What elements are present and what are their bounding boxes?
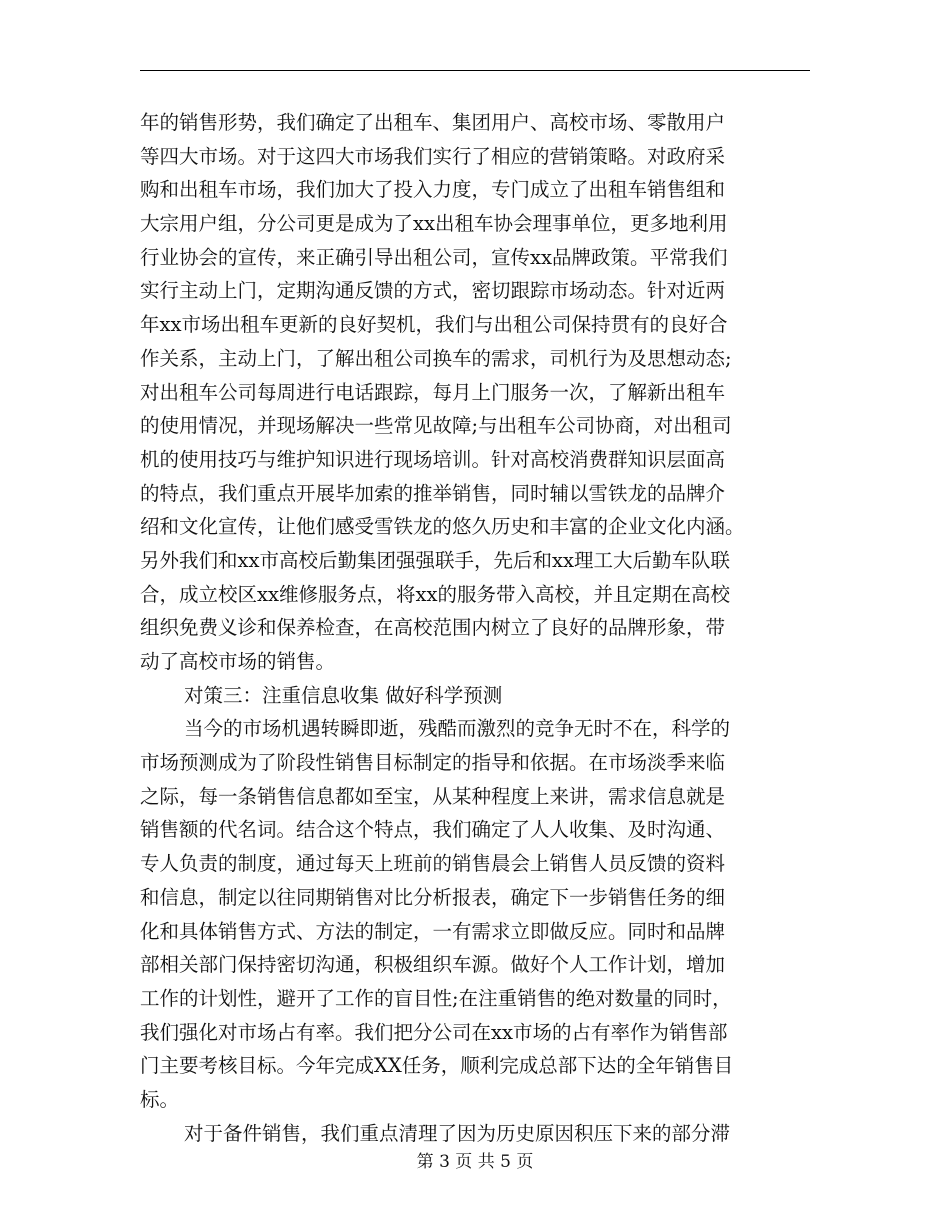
text-line: 组织免费义诊和保养检查，在高校范围内树立了良好的品牌形象，带 (140, 616, 726, 640)
text-line: 我们强化对市场占有率。我们把分公司在xx市场的占有率作为销售部 (140, 1020, 728, 1044)
text-line: 绍和文化宣传，让他们感受雪铁龙的悠久历史和丰富的企业文化内涵。 (140, 515, 745, 539)
text-line: 的特点，我们重点开展毕加索的推举销售，同时辅以雪铁龙的品牌介 (140, 481, 726, 505)
text-line: 和信息，制定以往同期销售对比分析报表，确定下一步销售任务的细 (140, 885, 726, 909)
document-body (140, 106, 820, 1150)
text-line: 对出租车公司每周进行电话跟踪，每月上门服务一次，了解新出租车 (140, 380, 726, 404)
text-line: 合，成立校区xx维修服务点，将xx的服务带入高校，并且定期在高校 (140, 582, 730, 606)
text-line: 另外我们和xx市高校后勤集团强强联手，先后和xx理工大后勤车队联 (140, 548, 730, 572)
text-line: 动了高校市场的销售。 (140, 650, 336, 673)
text-line: 标。 (140, 1087, 180, 1111)
page-number-footer: 第 3 页 共 5 页 (416, 1152, 534, 1172)
text-line: 年的销售形势，我们确定了出租车、集团用户、高校市场、零散用户 (140, 111, 726, 134)
header-rule (140, 70, 810, 71)
text-line: 专人负责的制度，通过每天上班前的销售晨会上销售人员反馈的资料 (140, 852, 726, 876)
text-line: 作关系，主动上门，了解出租公司换车的需求，司机行为及思想动态; (140, 346, 732, 370)
text-line: 当今的市场机遇转瞬即逝，残酷而激烈的竞争无时不在，科学的 (184, 717, 731, 741)
paragraph (140, 1117, 820, 1151)
text-line: 等四大市场。对于这四大市场我们实行了相应的营销策略。对政府采 (140, 144, 726, 168)
text-line: 的使用情况，并现场解决一些常见故障;与出租车公司协商，对出租司 (140, 414, 732, 438)
paragraph (140, 106, 820, 679)
text-line: 部相关部门保持密切沟通，积极组织车源。做好个人工作计划，增加 (140, 953, 726, 977)
paragraph (140, 712, 820, 1116)
text-line: 对策三：注重信息收集 做好科学预测 (184, 683, 503, 707)
text-line: 行业协会的宣传，来正确引导出租公司，宣传xx品牌政策。平常我们 (140, 245, 728, 269)
paragraph (140, 679, 820, 713)
text-line: 对于备件销售，我们重点清理了因为历史原因积压下来的部分滞 (184, 1121, 731, 1145)
text-line: 市场预测成为了阶段性销售目标制定的指导和依据。在市场淡季来临 (140, 751, 726, 775)
text-line: 大宗用户组，分公司更是成为了xx出租车协会理事单位，更多地利用 (140, 212, 728, 236)
text-line: 化和具体销售方式、方法的制定，一有需求立即做反应。同时和品牌 (140, 919, 726, 943)
text-line: 之际，每一条销售信息都如至宝，从某种程度上来讲，需求信息就是 (140, 784, 726, 808)
text-line: 门主要考核目标。今年完成XX任务，顺利完成总部下达的全年销售目 (140, 1054, 734, 1078)
text-line: 机的使用技巧与维护知识进行现场培训。针对高校消费群知识层面高 (140, 447, 726, 471)
text-line: 年xx市场出租车更新的良好契机，我们与出租公司保持贯有的良好合 (140, 313, 728, 337)
text-line: 工作的计划性，避开了工作的盲目性;在注重销售的绝对数量的同时， (140, 986, 732, 1010)
text-line: 销售额的代名词。结合这个特点，我们确定了人人收集、及时沟通、 (140, 818, 726, 842)
text-line: 实行主动上门，定期沟通反馈的方式，密切跟踪市场动态。针对近两 (140, 279, 726, 303)
text-line: 购和出租车市场，我们加大了投入力度，专门成立了出租车销售组和 (140, 178, 726, 202)
